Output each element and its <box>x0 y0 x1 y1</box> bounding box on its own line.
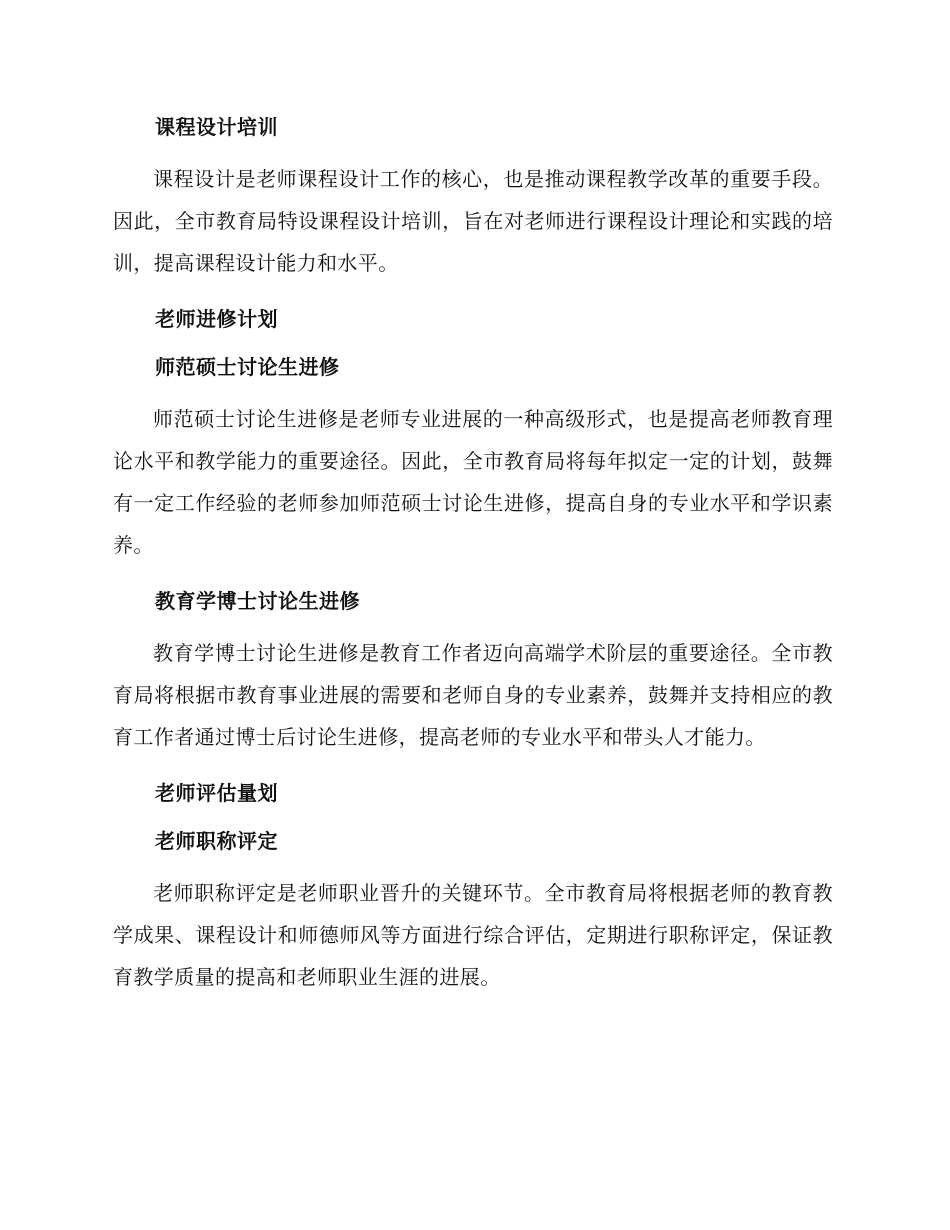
section-heading-teacher-evaluation-plan: 老师评估量划 <box>155 781 278 805</box>
paragraph-masters-study: 师范硕士讨论生进修是老师专业进展的一种高级形式，也是提高老师教育理论水平和教学能力的重要途径。因此，全市教育局将每年拟定一定的计划，鼓舞有一定工作经验的老师参加师范硕士讨论生进修，提高自身的专业水平和学识素养。 <box>113 407 833 557</box>
subsection-heading-masters-study: 师范硕士讨论生进修 <box>155 355 340 379</box>
paragraph-title-evaluation: 老师职称评定是老师职业晋升的关键环节。全市教育局将根据老师的教育教学成果、课程设计和师德师风等方面进行综合评估，定期进行职称评定，保证教育教学质量的提高和老师职业生涯的进展。 <box>113 881 833 989</box>
section-heading-course-design-training: 课程设计培训 <box>155 115 278 139</box>
document-content <box>113 110 833 998</box>
paragraph-doctoral-study: 教育学博士讨论生进修是教育工作者迈向高端学术阶层的重要途径。全市教育局将根据市教育事业进展的需要和老师自身的专业素养，鼓舞并支持相应的教育工作者通过博士后讨论生进修，提高老师的专业水平和带头人才能力。 <box>113 641 833 749</box>
subsection-heading-doctoral-study: 教育学博士讨论生进修 <box>155 589 360 613</box>
subsection-heading-title-evaluation: 老师职称评定 <box>155 829 278 853</box>
paragraph-course-design-training: 课程设计是老师课程设计工作的核心，也是推动课程教学改革的重要手段。因此，全市教育局特设课程设计培训，旨在对老师进行课程设计理论和实践的培训，提高课程设计能力和水平。 <box>113 167 833 275</box>
section-heading-teacher-training-plan: 老师进修计划 <box>155 307 278 331</box>
